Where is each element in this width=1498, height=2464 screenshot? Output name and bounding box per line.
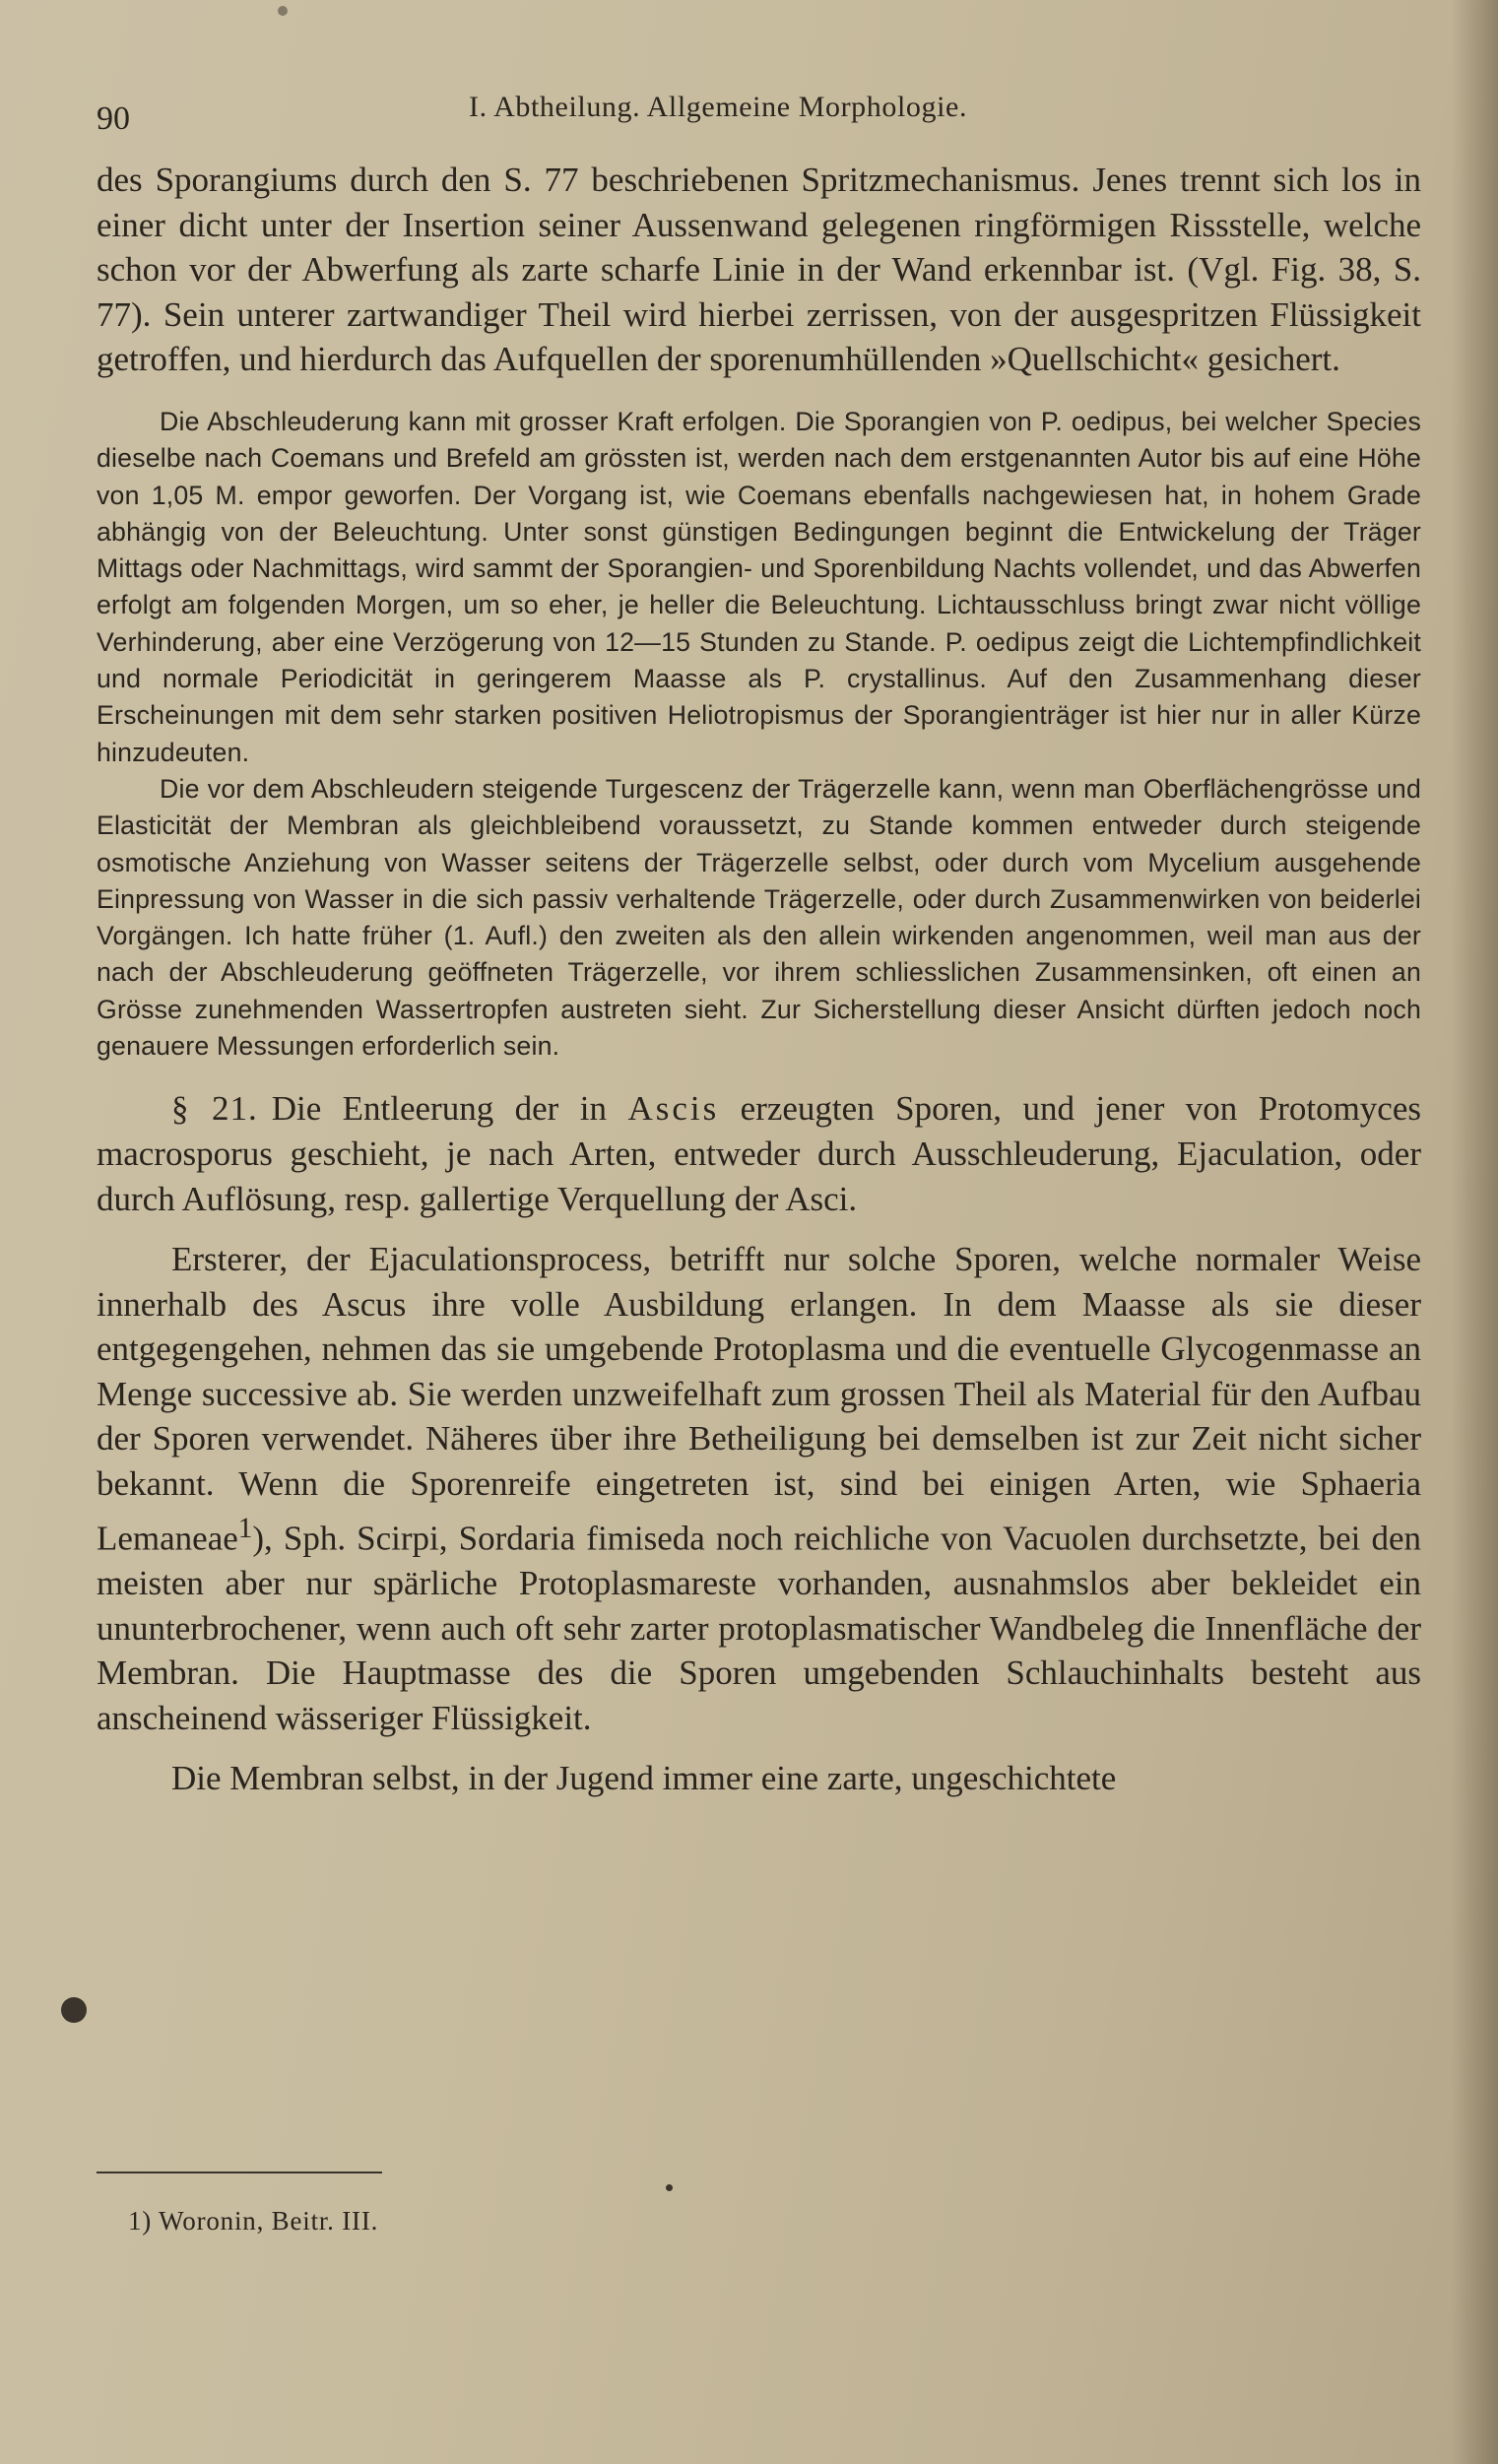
note-turgescenz: Die vor dem Abschleudern steigende Turgescenz der Trägerzelle kann, wenn man Oberflächengrösse und Elasticität der Membran als gleichbleibend voraussetzt, zu Stande kommen entweder durch steigende osmotische Anziehung von Wasser seitens der Trägerzelle selbst, oder durch vom Mycelium ausgehende Einpressung von Wasser in die sich passiv verhaltende Trägerzelle, oder durch Zusammenwirken von beiderlei Vorgängen. Ich hatte früher (1. Aufl.) den zweiten als den allein wirkenden angenommen, weil man aus der nach der Abschleuderung geöffneten Trägerzelle, vor ihrem schliesslichen Zusammensinken, oft einen an Grösse zunehmenden Wassertropfen austreten sieht. Zur Sicherstellung dieser Ansicht dürften jedoch noch genauere Messungen erforderlich sein.: [97, 773, 1421, 1062]
footnote-marker: 1): [128, 2206, 153, 2236]
small-print-notes: [97, 404, 1421, 1065]
running-head: I. Abtheilung. Allgemeine Morphologie.: [469, 91, 968, 123]
paragraph-sporangium-ejection: des Sporangiums durch den S. 77 beschriebenen Spritzmechanismus. Jenes trennt sich los in einer dicht unter der Insertion seiner Aussenwand gelegenen ringförmigen Rissstelle, welche schon vor der Abwerfung als zarte scharfe Linie in der Wand erkennbar ist. (Vgl. Fig. 38, S. 77). Sein unterer zartwandiger Theil wird hierbei zerrissen, von der ausgespritzen Flüssigkeit getroffen, und hierdurch das Aufquellen der sporenumhüllenden »Quellschicht« gesichert.: [97, 161, 1421, 379]
footnote-text: Woronin, Beitr. III.: [159, 2206, 379, 2236]
section-21-paragraph: [97, 1086, 1421, 1221]
page-header: [97, 91, 1423, 140]
footnote: [128, 2206, 378, 2237]
paragraph-ejaculation: [97, 1237, 1421, 1740]
paragraph-ejaculation-text-end: ), Sph. Scirpi, Sordaria fimiseda noch reichliche von Vacuolen durchsetzte, bei den meisten aber nur spärliche Protoplasmareste vorhanden, ausnahmslos aber bekleidet ein ununterbrochener, wenn auch oft sehr zarter protoplasmatischer Wandbeleg die Innenfläche der Membran. Die Hauptmasse des die Sporen umgebenden Schlauchinhalts besteht aus anscheinend wässeriger Flüssigkeit.: [97, 1519, 1421, 1737]
section-21-text-start: Die Entleerung der in: [271, 1089, 608, 1129]
page-spine-shadow: [1451, 0, 1498, 2464]
ink-speck: [61, 1997, 87, 2023]
section-21-text-end: erzeugten Sporen, und jener von Protomyces macrosporus geschieht, je nach Arten, entweder durch Ausschleuderung, Ejaculation, oder durch Auflösung, resp. gallertige Verquellung der Asci.: [97, 1089, 1421, 1218]
paragraph-ejaculation-text-start: Ersterer, der Ejaculationsprocess, betrifft nur solche Sporen, welche normaler Weise innerhalb des Ascus ihre volle Ausbildung erlangen. In dem Maasse als sie dieser entgegengehen, nehmen das sie umgebende Protoplasma und die eventuelle Glycogenmasse an Menge successive ab. Sie werden unzweifelhaft zum grossen Theil als Material für den Aufbau der Sporen verwendet. Näheres über ihre Betheiligung bei demselben ist zur Zeit nicht sicher bekannt. Wenn die Sporenreife eingetreten ist, sind bei einigen Arten, wie Sphaeria Lemaneae: [97, 1240, 1421, 1558]
ink-speck: [666, 2184, 673, 2191]
section-21-spaced-word: Ascis: [627, 1089, 720, 1129]
page-number: 90: [97, 100, 130, 137]
section-mark: § 21.: [171, 1089, 258, 1129]
footnote-rule: [97, 2172, 382, 2173]
ink-speck: [278, 6, 288, 16]
footnote-reference: 1: [237, 1512, 253, 1544]
page-body: [97, 158, 1421, 1801]
note-abschleuderung: Die Abschleuderung kann mit grosser Kraft erfolgen. Die Sporangien von P. oedipus, bei welcher Species dieselbe nach Coemans und Brefeld am grössten ist, werden nach dem erstgenannten Autor bis auf eine Höhe von 1,05 M. empor geworfen. Der Vorgang ist, wie Coemans ebenfalls nachgewiesen hat, in hohem Grade abhängig von der Beleuchtung. Unter sonst günstigen Bedingungen beginnt die Entwickelung der Träger Mittags oder Nachmittags, wird sammt der Sporangien- und Sporenbildung Nachts vollendet, und das Abwerfen erfolgt am folgenden Morgen, um so eher, je heller die Beleuchtung. Lichtausschluss bringt zwar nicht völlige Verhinderung, aber eine Verzögerung von 12—15 Stunden zu Stande. P. oedipus zeigt die Lichtempfindlichkeit und normale Periodicität in geringerem Maasse als P. crystallinus. Auf den Zusammenhang dieser Erscheinungen mit dem sehr starken positiven Heliotropismus der Sporangienträger ist hier nur in aller Kürze hinzudeuten.: [97, 406, 1421, 767]
paragraph-membrane: Die Membran selbst, in der Jugend immer eine zarte, ungeschichtete: [171, 1759, 1117, 1798]
